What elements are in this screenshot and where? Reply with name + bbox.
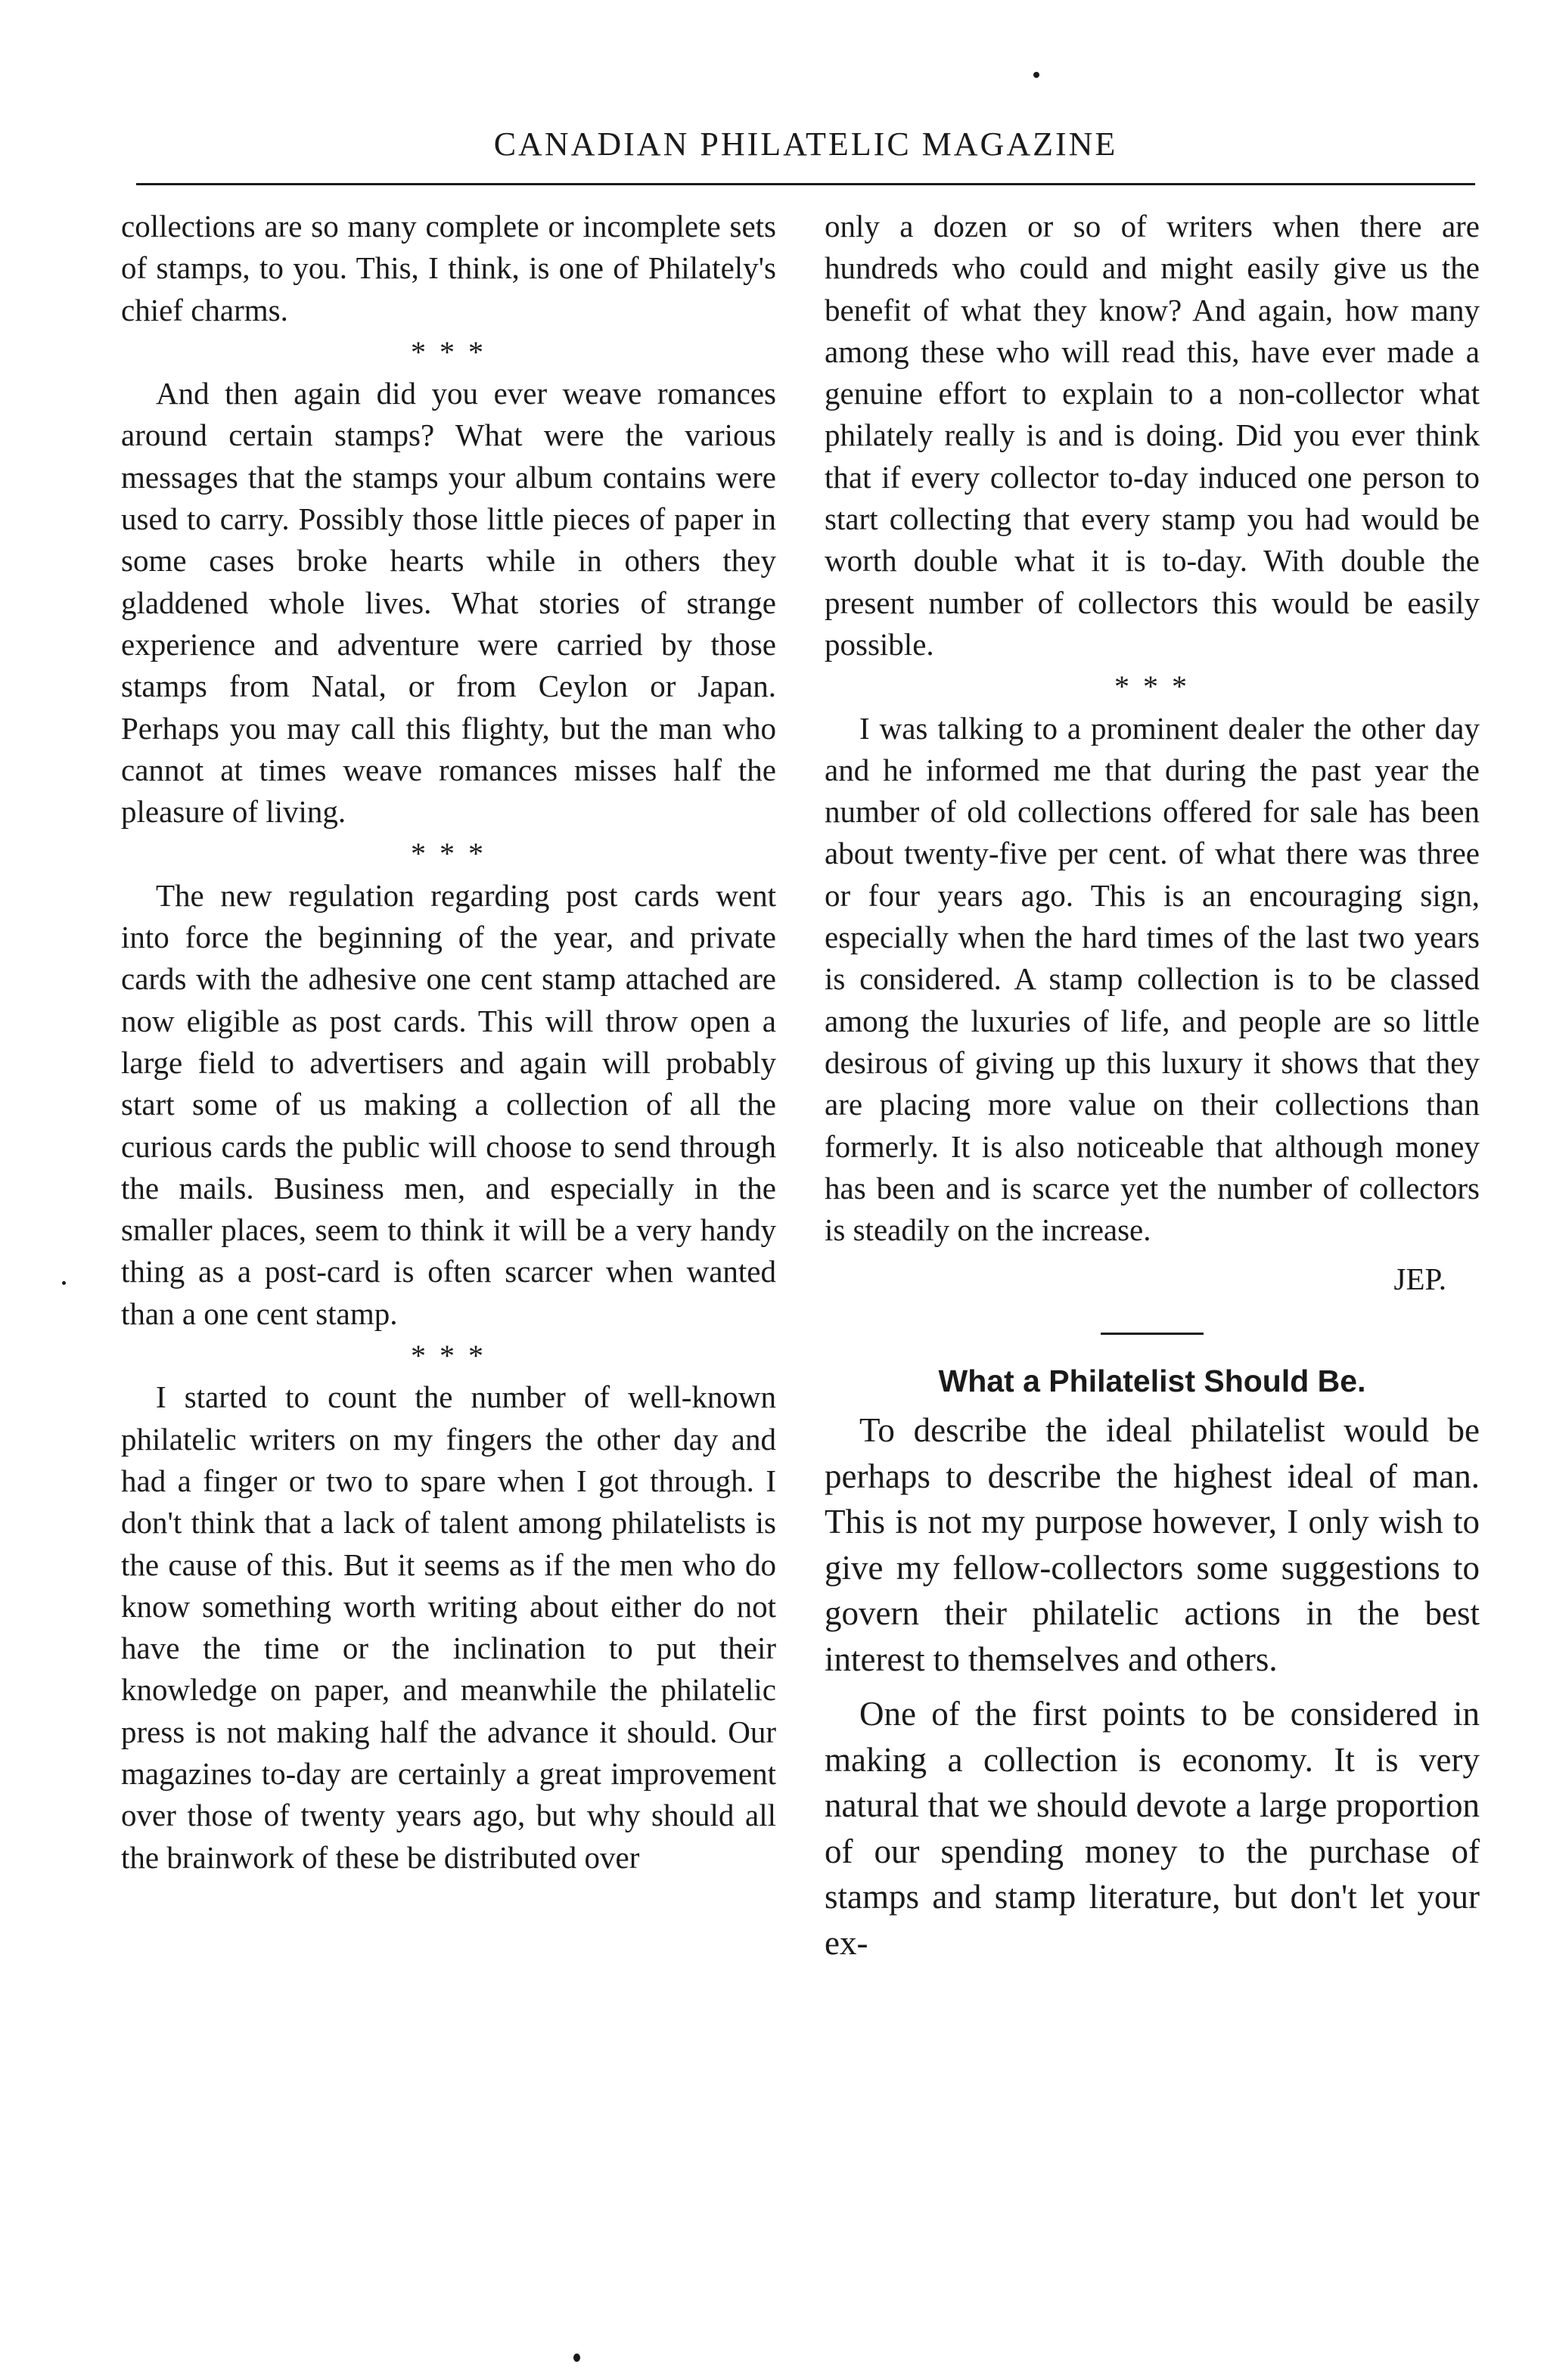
header-rule: [136, 183, 1475, 185]
ink-speck: [62, 1281, 66, 1285]
paragraph: The new regulation regarding post cards went into force the beginning of the year, and private cards with the adhesive one cent stamp attached are now eligible as post cards. This will throw open a large field to advertisers and again will probably start some of us making a collection of all the curious cards the public will choose to send through the mails. Business men, and especially in the smaller places, seem to think it will be a very handy thing as a post-card is often scarcer when wanted than a one cent stamp.: [121, 877, 776, 1331]
paragraph: One of the first points to be considered in making a collection is economy. It is very natural that we should devote a large proportion of our spending money to the purchase of stamps and stamp literature, but don't let your ex-: [825, 1695, 1480, 1962]
article-body: [825, 1407, 1480, 1966]
section-separator: * * *: [411, 836, 486, 871]
section-separator: * * *: [411, 1339, 486, 1373]
article-title: What a Philatelist Should Be.: [938, 1364, 1366, 1399]
left-column: [121, 206, 776, 1879]
paragraph: And then again did you ever weave romances around certain stamps? What were the various messages that the stamps your album contains were used to carry. Possibly those little pieces of paper in some cases broke hearts while in others they gladdened whole lives. What stories of strange experience and adventure were carried by those stamps from Natal, or from Ceylon or Japan. Perhaps you may call this flighty, but the man who cannot at times weave romances misses half the pleasure of living.: [121, 376, 776, 830]
paragraph: I started to count the number of well-known philatelic writers on my fingers the other day and had a finger or two to spare when I got through. I don't think that a lack of talent among philatelists is the cause of this. But it seems as if the men who do know something worth writing about either do not have the time or the inclination to put their knowledge on paper, and meanwhile the philatelic press is not making half the advance it should. Our magazines to-day are certainly a great improvement over those of twenty years ago, but why should all the brainwork of these be distributed over: [121, 1379, 776, 1875]
author-signature: JEP.: [1393, 1261, 1446, 1297]
magazine-header: CANADIAN PHILATELIC MAGAZINE: [493, 126, 1118, 163]
ink-speck: [1033, 72, 1039, 78]
section-separator: * * *: [411, 334, 486, 369]
paragraph: only a dozen or so of writers when there are hundreds who could and might easily give us the benefit of what they know? And again, how many among these who will read this, have ever made a genuine effort to explain to a non-collector what philately really is and is doing. Did you ever think that if every collector to-day induced one person to start collecting that every stamp you had would be worth double what it is to-day. With double the present number of collectors this would be easily possible.: [825, 209, 1480, 662]
section-divider: [1101, 1333, 1204, 1335]
right-column: [825, 206, 1480, 1966]
paragraph: I was talking to a prominent dealer the other day and he informed me that during the past year the number of old collections offered for sale has been about twenty-five per cent. of what there was three or four years ago. This is an encouraging sign, especially when the hard times of the last two years is considered. A stamp collection is to be classed among the luxuries of life, and people are so little desirous of giving up this luxury it shows that they are placing more value on their collections than formerly. It is also noticeable that although money has been and is scarce yet the number of collectors is steadily on the increase.: [825, 710, 1480, 1248]
paragraph: To describe the ideal philatelist would be perhaps to describe the highest ideal of man. This is not my purpose however, I only wish to give my fellow-collectors some suggestions to govern their philatelic actions in the best interest to themselves and others.: [825, 1411, 1480, 1678]
paragraph: collections are so many complete or incomplete sets of stamps, to you. This, I think, is one of Philately's chief charms.: [121, 209, 776, 327]
ink-speck: [573, 2354, 580, 2362]
section-separator: * * *: [1114, 669, 1190, 704]
